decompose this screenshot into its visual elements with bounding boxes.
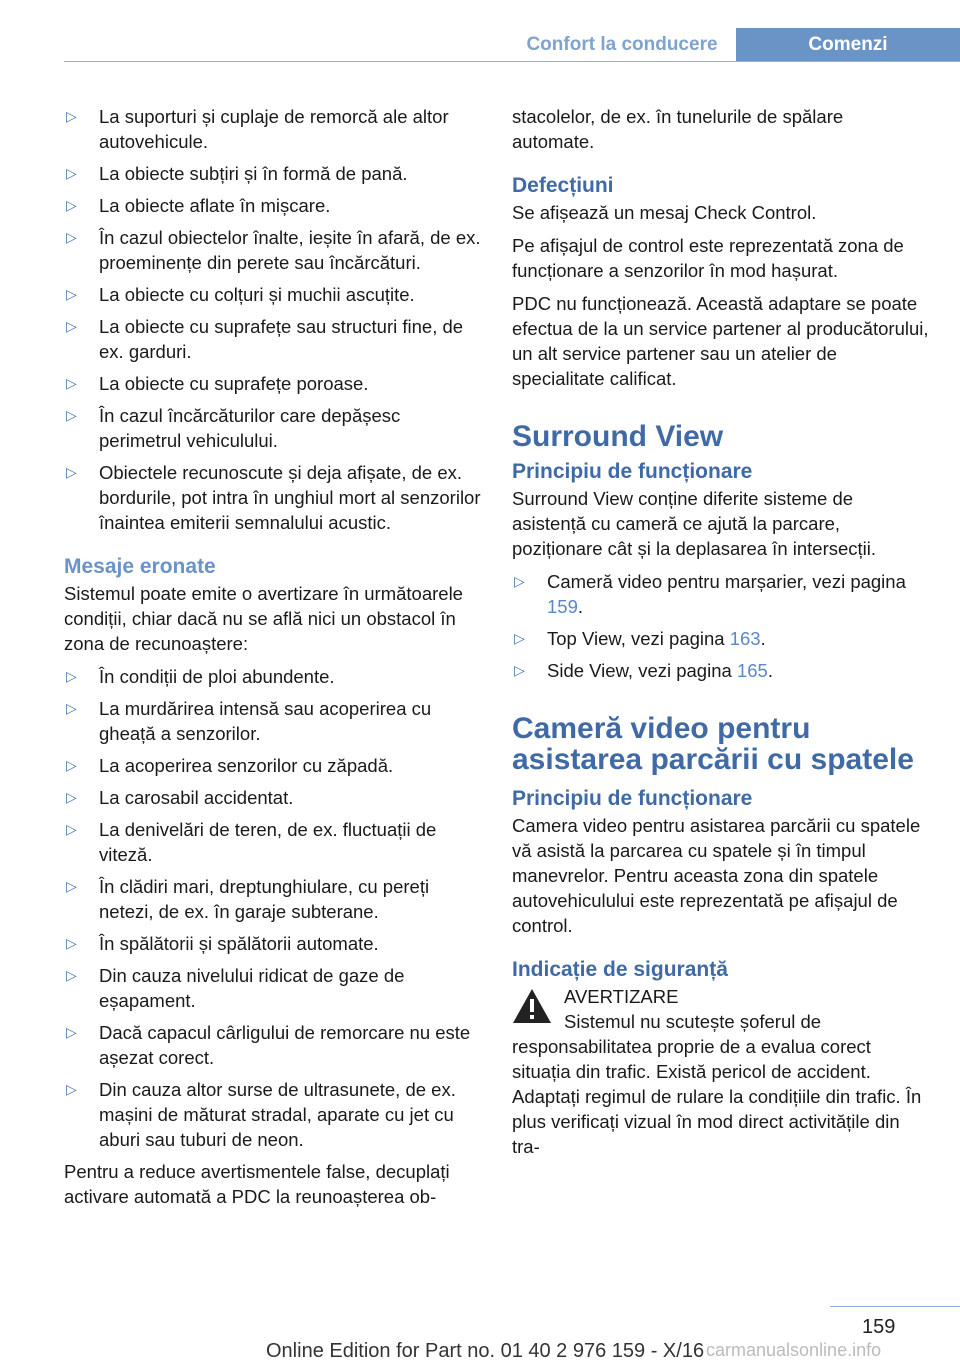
defect-paragraph-2: Pe afișajul de control este reprezentată zona de funcționare a senzorilor în mod hașurat. [512, 235, 904, 281]
tab-confort-la-conducere[interactable]: Confort la conducere [526, 34, 718, 55]
triangle-bullet-icon: ▷ [514, 662, 525, 678]
triangle-bullet-icon: ▷ [66, 935, 77, 951]
triangle-bullet-icon: ▷ [66, 229, 77, 245]
tab-comenzi[interactable]: Comenzi [736, 28, 960, 62]
list-item: ▷ La acoperirea senzorilor cu zăpadă. [66, 755, 394, 776]
list-item: ▷ La suporturi și cuplaje de remorcă ale altor autovehicule. [66, 106, 449, 152]
triangle-bullet-icon: ▷ [66, 108, 77, 124]
principiu-1-text: Surround View conține diferite sisteme de asistență cu cameră ce ajută la parcare, poziționare cât și la deplasarea în intersecții. [512, 488, 877, 559]
list-item: ▷ La obiecte subțiri și în formă de pană. [66, 163, 408, 184]
left-column [64, 104, 482, 1217]
triangle-bullet-icon: ▷ [66, 165, 77, 181]
chapter-heading-camera-video: Cameră video pentru asistarea parcării cu spatele [512, 712, 914, 776]
list-item: ▷ Obiectele recunoscute și deja afișate, de ex. bordurile, pot intra în unghiul mort al senzorilor înaintea emiterii semnalului acustic. [66, 462, 481, 533]
list-item: ▷ La obiecte cu colțuri și muchii ascuțite. [66, 284, 415, 305]
limitations-list [64, 104, 482, 535]
list-item: ▷ La obiecte cu suprafețe sau structuri fine, de ex. garduri. [66, 316, 464, 362]
list-item: ▷ Dacă capacul cârligului de remorcare nu este așezat corect. [66, 1022, 471, 1068]
footer-edition-text: Online Edition for Part no. 01 40 2 976 159 - X/16 [266, 1340, 705, 1362]
section-heading-principiu-2: Principiu de funcționare [512, 787, 753, 810]
right-column [512, 104, 930, 1167]
triangle-bullet-icon: ▷ [66, 375, 77, 391]
continued-paragraph: stacolelor, de ex. în tunelurile de spălare automate. [512, 106, 844, 152]
triangle-bullet-icon: ▷ [66, 700, 77, 716]
triangle-bullet-icon: ▷ [66, 286, 77, 302]
triangle-bullet-icon: ▷ [66, 821, 77, 837]
triangle-bullet-icon: ▷ [66, 789, 77, 805]
triangle-bullet-icon: ▷ [66, 1024, 77, 1040]
false-alarm-list [64, 664, 482, 1152]
list-item: ▷ În cazul obiectelor înalte, ieșite în afară, de ex. proeminențe din perete sau încărcături. [66, 227, 481, 273]
principiu-2-text: Camera video pentru asistarea parcării cu spatele vă asistă la parcarea cu spatele și în timpul manevrelor. Pentru aceasta zona din spatele autovehiculului este reprezentată pe afișajul de control. [512, 815, 921, 936]
list-item: ▷ La murdărirea intensă sau acoperirea cu gheață a senzorilor. [66, 698, 432, 744]
page-link-165[interactable]: 165 [736, 660, 768, 681]
warning-label: AVERTIZARE [564, 986, 679, 1007]
list-item: ▷ Top View, vezi pagina 163. [514, 628, 766, 649]
triangle-bullet-icon: ▷ [66, 967, 77, 983]
triangle-bullet-icon: ▷ [66, 197, 77, 213]
list-item: ▷ La denivelări de teren, de ex. fluctuații de viteză. [66, 819, 437, 865]
footer-divider [830, 1306, 960, 1307]
list-item: ▷ Din cauza altor surse de ultrasunete, de ex. mașini de măturat stradal, aparate cu jet cu aburi sau tuburi de neon. [66, 1079, 456, 1150]
closing-paragraph: Pentru a reduce avertismentele false, decuplați activare automată a PDC la reunoașterea ob- [64, 1161, 450, 1207]
list-item: ▷ La obiecte aflate în mișcare. [66, 195, 331, 216]
section-heading-principiu-1: Principiu de funcționare [512, 460, 753, 483]
list-item: ▷ Side View, vezi pagina 165. [514, 660, 773, 681]
header-divider [64, 61, 960, 62]
triangle-bullet-icon: ▷ [514, 630, 525, 646]
triangle-bullet-icon: ▷ [514, 573, 525, 589]
defect-paragraph-3: PDC nu funcționează. Această adaptare se poate efectua de la un service partener al producătorului, un alt service partener sau un atelier de specialitate calificat. [512, 293, 929, 389]
triangle-bullet-icon: ▷ [66, 757, 77, 773]
page-link-163[interactable]: 163 [729, 628, 761, 649]
list-item: ▷ Cameră video pentru marșarier, vezi pagina 159. [514, 571, 906, 617]
page-number: 159 [862, 1316, 896, 1338]
watermark-text: carmanualsonline.info [706, 1340, 882, 1360]
page-header [0, 28, 960, 62]
triangle-bullet-icon: ▷ [66, 464, 77, 480]
section-heading-indicatie: Indicație de siguranță [512, 958, 728, 981]
mesaje-intro: Sistemul poate emite o avertizare în următoarele condiții, chiar dacă nu se află nici un obstacol în zona de recunoaștere: [64, 583, 463, 654]
surround-view-list [512, 569, 930, 683]
list-item: ▷ Din cauza nivelului ridicat de gaze de eșapament. [66, 965, 405, 1011]
list-item: ▷ La carosabil accidentat. [66, 787, 294, 808]
triangle-bullet-icon: ▷ [66, 318, 77, 334]
list-item: ▷ La obiecte cu suprafețe poroase. [66, 373, 369, 394]
list-item: ▷ În spălătorii și spălătorii automate. [66, 933, 379, 954]
warning-triangle-icon [512, 988, 552, 1024]
list-item: ▷ În condiții de ploi abundente. [66, 666, 335, 687]
list-item: ▷ În cazul încărcăturilor care depășesc perimetrul vehiculului. [66, 405, 401, 451]
warning-text: Sistemul nu scutește șoferul de responsabilitatea proprie de a evalua corect situația din trafic. Există pericol de accident. Adaptați regimul de rulare la condițiile din trafic. În plus verificați vizual în mod direct activitățile din tra- [512, 1011, 922, 1157]
triangle-bullet-icon: ▷ [66, 407, 77, 423]
section-heading-mesaje-eronate: Mesaje eronate [64, 555, 216, 578]
page-link-159[interactable]: 159 [547, 596, 578, 617]
list-item: ▷ În clădiri mari, dreptunghiulare, cu pereți netezi, de ex. în garaje subterane. [66, 876, 430, 922]
defect-paragraph-1: Se afișează un mesaj Check Control. [512, 202, 817, 223]
triangle-bullet-icon: ▷ [66, 668, 77, 684]
triangle-bullet-icon: ▷ [66, 878, 77, 894]
triangle-bullet-icon: ▷ [66, 1081, 77, 1097]
chapter-heading-surround-view: Surround View [512, 420, 724, 453]
section-heading-defectiuni: Defecțiuni [512, 174, 614, 197]
warning-block [512, 984, 930, 1009]
